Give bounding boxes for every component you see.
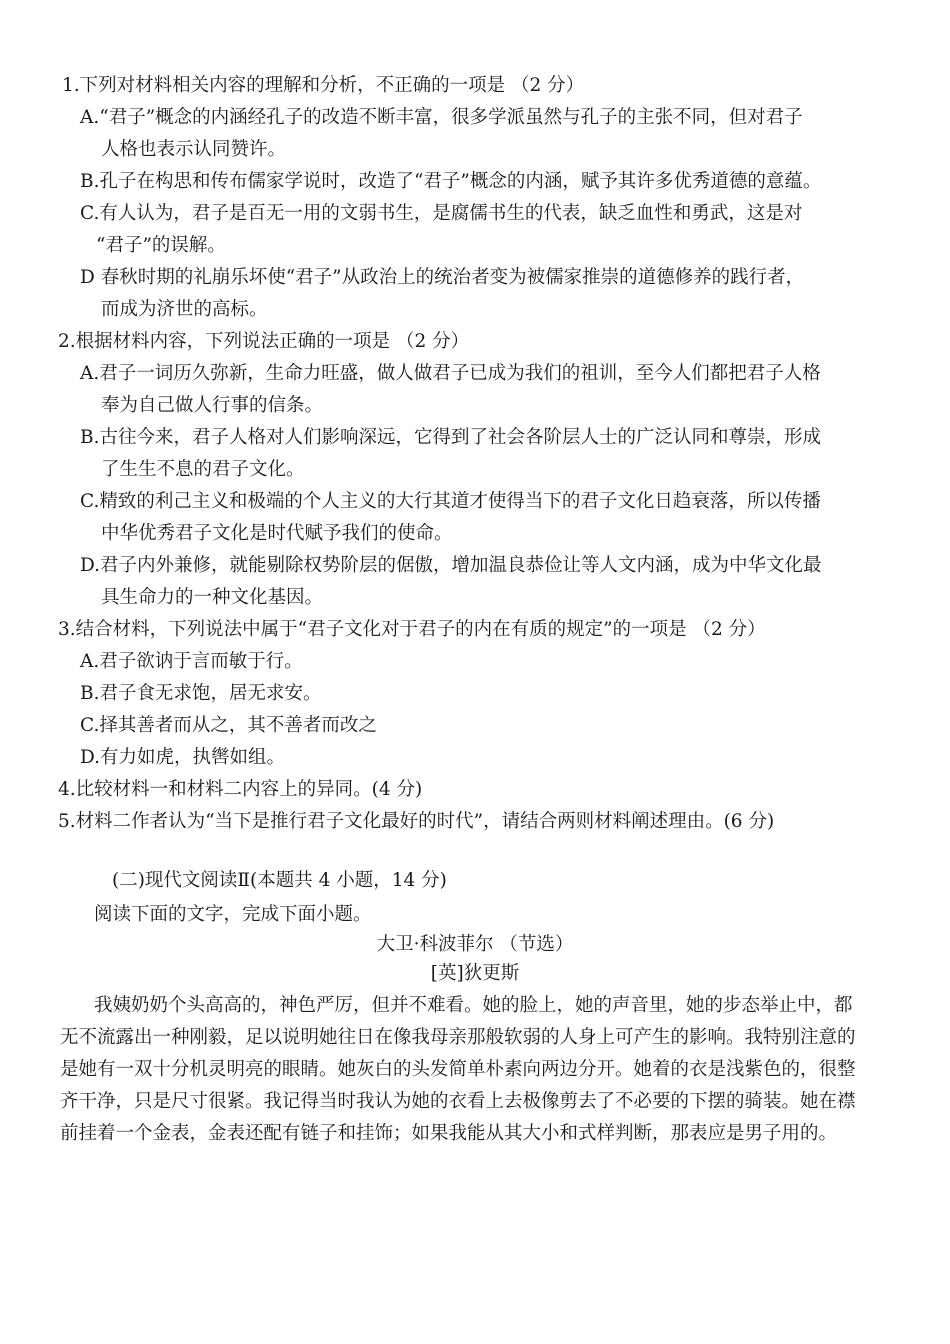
question-4: 4.比较材料一和材料二内容上的异同。(4 分)	[58, 779, 423, 800]
question-2-option-a-cont: 奉为自己做人行事的信条。	[101, 395, 324, 416]
question-3-stem: 3.结合材料，下列说法中属于“君子文化对于君子的内在有质的规定”的一项是 （2 分）	[58, 619, 766, 640]
question-2-option-b-cont: 了生生不息的君子文化。	[101, 459, 305, 480]
question-2-option-d: D.君子内外兼修，就能剔除权势阶层的倨傲，增加温良恭俭让等人文内涵，成为中华文化最	[80, 555, 822, 576]
question-2-option-b: B.古往今来，君子人格对人们影响深远，它得到了社会各阶层人士的广泛认同和尊崇，形成	[80, 427, 821, 448]
question-5: 5.材料二作者认为“当下是推行君子文化最好的时代”，请结合两则材料阐述理由。(6 分)	[58, 811, 775, 832]
question-3-option-d: D.有力如虎，执辔如组。	[80, 747, 286, 768]
question-2-stem: 2.根据材料内容，下列说法正确的一项是 （2 分）	[58, 331, 470, 352]
question-3-option-c: C.择其善者而从之，其不善者而改之	[80, 715, 377, 736]
question-2-option-a: A.君子一词历久弥新，生命力旺盛，做人做君子已成为我们的祖训，至今人们都把君子人格	[80, 363, 821, 384]
question-2-option-d-cont: 具生命力的一种文化基因。	[101, 587, 324, 608]
question-1-option-c-cont: “君子”的误解。	[96, 235, 226, 256]
question-3-option-b: B.君子食无求饱，居无求安。	[80, 683, 322, 704]
question-1-option-a-cont: 人格也表示认同赞许。	[101, 139, 287, 160]
question-2-option-c-cont: 中华优秀君子文化是时代赋予我们的使命。	[101, 523, 453, 544]
question-1-option-b: B.孔子在构思和传布儒家学说时，改造了“君子”概念的内涵，赋予其许多优秀道德的意蕴。	[80, 171, 822, 192]
question-3-option-a: A.君子欲讷于言而敏于行。	[80, 651, 303, 672]
question-1-option-d-cont: 而成为济世的高标。	[101, 299, 268, 320]
passage-line: 是她有一双十分机灵明亮的眼睛。她灰白的头发简单朴素向两边分开。她着的衣是浅紫色的，很整	[60, 1059, 856, 1080]
question-1-option-d: D 春秋时期的礼崩乐坏使“君子”从政治上的统治者变为被儒家推崇的道德修养的践行者，	[80, 267, 805, 288]
section-instruction: 阅读下面的文字，完成下面小题。	[94, 904, 372, 925]
question-1-option-c: C.有人认为，君子是百无一用的文弱书生，是腐儒书生的代表，缺乏血性和勇武，这是对	[80, 203, 803, 224]
passage-title: 大卫·科波菲尔 （节选）	[376, 934, 574, 955]
question-1-stem: 1.下列对材料相关内容的理解和分析，不正确的一项是 （2 分）	[62, 75, 585, 96]
section-heading: (二)现代文阅读Ⅱ(本题共 4 小题，14 分)	[112, 870, 447, 891]
question-2-option-c: C.精致的利己主义和极端的个人主义的大行其道才使得当下的君子文化日趋衰落，所以传播	[80, 491, 821, 512]
passage-line: 无不流露出一种刚毅，足以说明她往日在像我母亲那般软弱的人身上可产生的影响。我特别注意的	[60, 1027, 856, 1048]
question-1-option-a: A.“君子”概念的内涵经孔子的改造不断丰富，很多学派虽然与孔子的主张不同，但对君子	[80, 107, 803, 128]
passage-line: 前挂着一个金表，金表还配有链子和挂饰；如果我能从其大小和式样判断，那表应是男子用的。	[60, 1123, 838, 1144]
passage-line: 齐干净，只是尺寸很紧。我记得当时我认为她的衣看上去极像剪去了不必要的下摆的骑装。她在襟	[60, 1091, 856, 1112]
passage-line: 我姨奶奶个头高高的，神色严厉，但并不难看。她的脸上，她的声音里，她的步态举止中，都	[94, 995, 853, 1016]
passage-author: [英]狄更斯	[430, 963, 520, 984]
